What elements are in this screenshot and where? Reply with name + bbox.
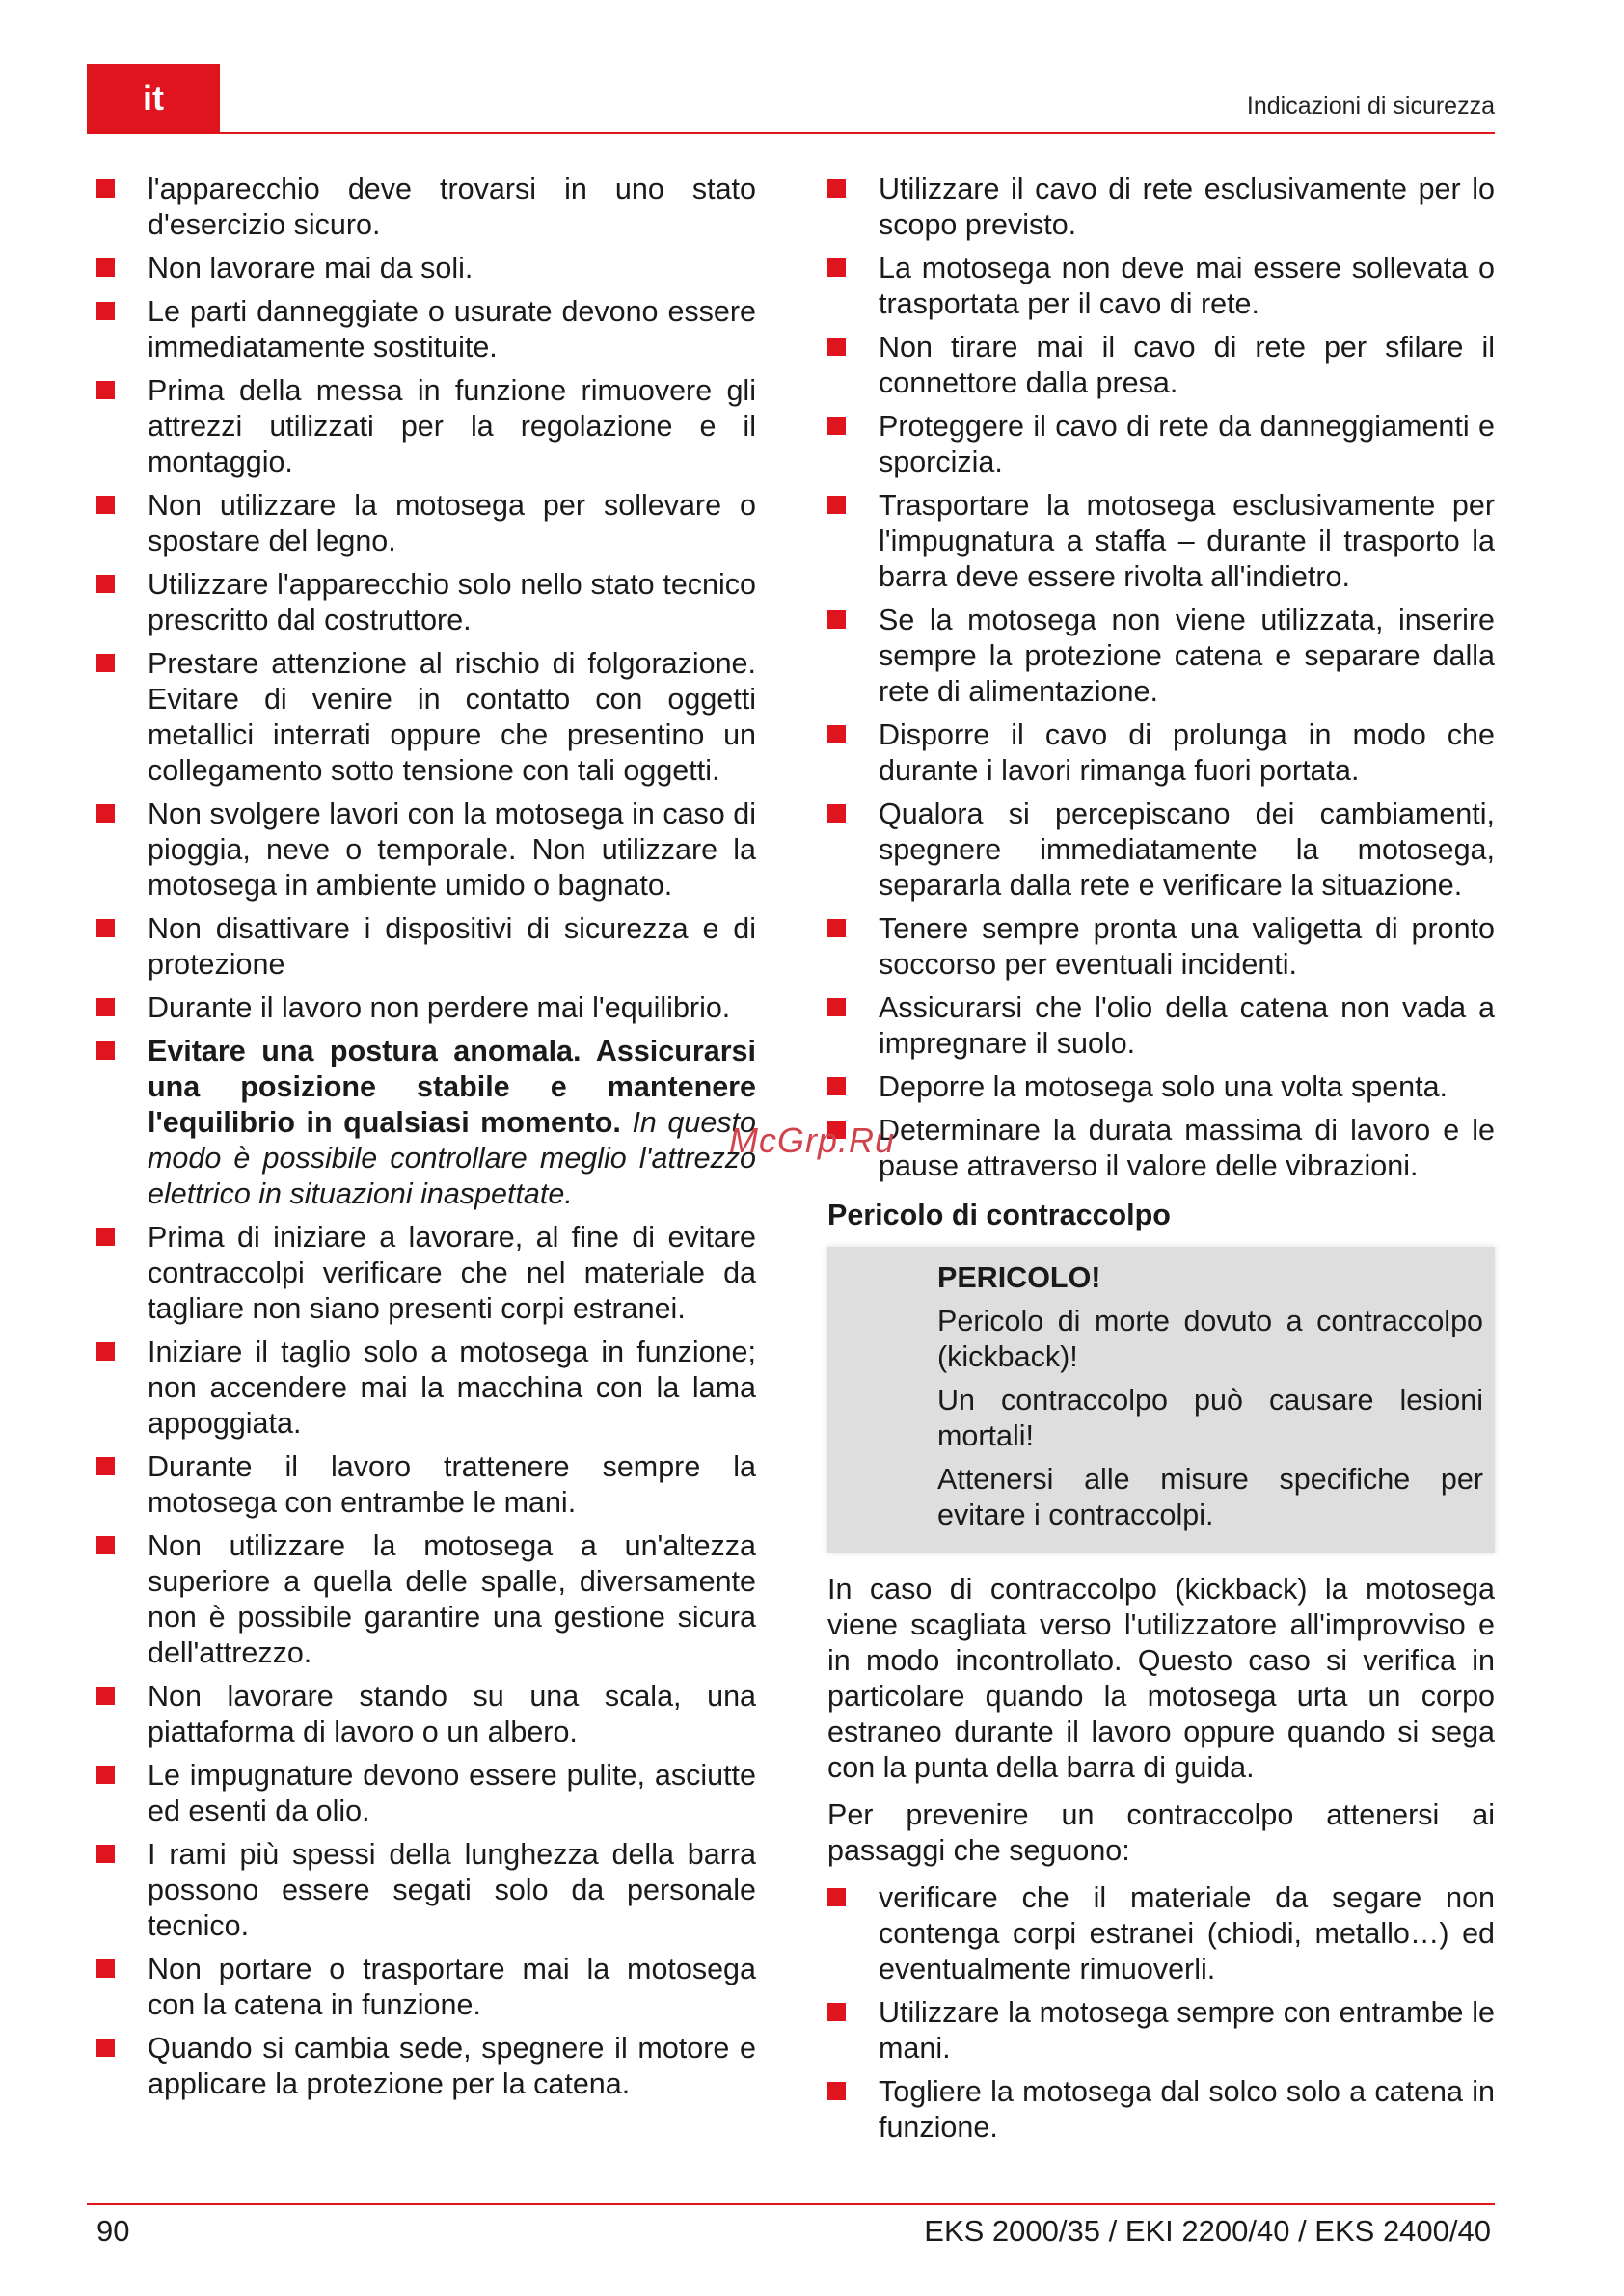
bullet-square-icon	[827, 2082, 846, 2100]
bullet-text: Non lavorare mai da soli.	[148, 252, 474, 284]
bullet-item	[96, 2031, 756, 2102]
bullet-text: Deporre la motosega solo una volta spenta.	[879, 1070, 1448, 1103]
bullet-square-icon	[827, 496, 846, 514]
bullet-text: Non portare o trasportare mai la motosega con la catena in funzione.	[148, 1953, 756, 2021]
bullet-square-icon	[827, 804, 846, 823]
bullet-text: Le impugnature devono essere pulite, asciutte ed esenti da olio.	[148, 1759, 756, 1827]
bullet-item	[96, 1034, 756, 1212]
bullet-item	[827, 251, 1495, 322]
bullet-item	[827, 717, 1495, 789]
bullet-item	[827, 1880, 1495, 1987]
bullet-square-icon	[96, 2039, 115, 2057]
bullet-text: Durante il lavoro non perdere mai l'equilibrio.	[148, 991, 731, 1024]
kickback-description: In caso di contraccolpo (kickback) la motosega viene scagliata verso l'utilizzatore all'improvviso e in modo incontrollato. Questo caso si verifica in particolare quando la motosega urta un corpo estraneo durante il lavoro oppure quando si sega con la punta della barra di guida.	[827, 1573, 1495, 1784]
bullet-square-icon	[827, 1077, 846, 1095]
language-tab: it	[87, 64, 220, 133]
bullet-text: Non tirare mai il cavo di rete per sfilare il connettore dalla presa.	[879, 331, 1495, 399]
bullet-square-icon	[96, 1536, 115, 1554]
bullet-item	[96, 251, 756, 286]
bullet-item	[96, 567, 756, 638]
bullet-square-icon	[96, 1959, 115, 1978]
page-number: 90	[96, 2214, 130, 2248]
bullet-text: La motosega non deve mai essere sollevata o trasportata per il cavo di rete.	[879, 252, 1495, 320]
bullet-square-icon	[96, 496, 115, 514]
bullet-square-icon	[96, 1228, 115, 1246]
bullet-square-icon	[96, 1687, 115, 1705]
danger-line: Pericolo di morte dovuto a contraccolpo (kickback)!	[937, 1305, 1483, 1373]
bullet-square-icon	[827, 417, 846, 435]
danger-line: Un contraccolpo può causare lesioni mortali!	[937, 1384, 1483, 1452]
bullet-text: I rami più spessi della lunghezza della barra possono essere segati solo da personale tecnico.	[148, 1838, 756, 1942]
bullet-item	[96, 1679, 756, 1750]
bullet-square-icon	[96, 575, 115, 593]
bullet-text: Disporre il cavo di prolunga in modo che durante i lavori rimanga fuori portata.	[879, 718, 1495, 787]
bullet-square-icon	[96, 179, 115, 198]
danger-title: PERICOLO!	[937, 1261, 1101, 1294]
bullet-item	[96, 911, 756, 983]
bullet-text: l'apparecchio deve trovarsi in uno stato d'esercizio sicuro.	[148, 173, 756, 241]
section-title: Indicazioni di sicurezza	[1246, 93, 1495, 120]
danger-box	[827, 1247, 1495, 1553]
bullet-square-icon	[96, 804, 115, 823]
bullet-square-icon	[96, 302, 115, 320]
bullet-text: Utilizzare la motosega sempre con entrambe le mani.	[879, 1996, 1495, 2065]
bullet-square-icon	[96, 1342, 115, 1361]
bullet-text: Qualora si percepiscano dei cambiamenti, spegnere immediatamente la motosega, separarla dalla rete e verificare la situazione.	[879, 797, 1495, 902]
bullet-item	[827, 409, 1495, 480]
bullet-item	[827, 330, 1495, 401]
watermark: McGrp.Ru	[729, 1121, 896, 1160]
bullet-text: Utilizzare l'apparecchio solo nello stato tecnico prescritto dal costruttore.	[148, 568, 756, 636]
kickback-heading: Pericolo di contraccolpo	[827, 1199, 1171, 1231]
bullet-text: Prima della messa in funzione rimuovere gli attrezzi utilizzati per la regolazione e il montaggio.	[148, 374, 756, 478]
bullet-square-icon	[827, 998, 846, 1016]
bullet-text: Non disattivare i dispositivi di sicurezza e di protezione	[148, 912, 756, 981]
bullet-item	[96, 294, 756, 365]
bullet-square-icon	[96, 998, 115, 1016]
kickback-prevention-intro: Per prevenire un contraccolpo attenersi ai passaggi che seguono:	[827, 1798, 1495, 1867]
bullet-item	[96, 646, 756, 789]
bullet-text: Durante il lavoro trattenere sempre la motosega con entrambe le mani.	[148, 1450, 756, 1519]
bullet-item	[96, 488, 756, 559]
bullet-text: Prestare attenzione al rischio di folgorazione. Evitare di venire in contatto con oggetti metallici interrati oppure che presentino un collegamento sotto tensione con tali oggetti.	[148, 647, 756, 787]
bullet-text: Non utilizzare la motosega per sollevare o spostare del legno.	[148, 489, 756, 557]
bullet-square-icon	[827, 610, 846, 629]
bullet-item	[96, 1952, 756, 2023]
bullet-text: Determinare la durata massima di lavoro e le pause attraverso il valore delle vibrazioni.	[879, 1114, 1495, 1182]
danger-line: Attenersi alle misure specifiche per evitare i contraccolpi.	[937, 1463, 1483, 1531]
bullet-italic-text: In questo modo è possibile controllare meglio l'attrezzo elettrico in situazioni inaspettate.	[148, 1106, 756, 1210]
bullet-item	[96, 990, 756, 1026]
bullet-text: Togliere la motosega dal solco solo a catena in funzione.	[879, 2075, 1495, 2144]
bullet-item	[827, 1113, 1495, 1184]
footer-rule	[87, 2203, 1495, 2205]
header-rule	[87, 132, 1495, 134]
bullet-square-icon	[96, 258, 115, 277]
bullet-item	[827, 911, 1495, 983]
bullet-text: Non lavorare stando su una scala, una piattaforma di lavoro o un albero.	[148, 1680, 756, 1748]
bullet-square-icon	[827, 1888, 846, 1906]
bullet-text: Non utilizzare la motosega a un'altezza superiore a quella delle spalle, diversamente non è possibile garantire una gestione sicura dell'attrezzo.	[148, 1529, 756, 1669]
bullet-square-icon	[96, 1041, 115, 1060]
kickback-bullet-list	[827, 1880, 1495, 2146]
bullet-square-icon	[827, 919, 846, 937]
right-bullet-list	[827, 172, 1495, 1184]
bullet-text: Quando si cambia sede, spegnere il motore e applicare la protezione per la catena.	[148, 2032, 756, 2100]
bullet-text: Tenere sempre pronta una valigetta di pronto soccorso per eventuali incidenti.	[879, 912, 1495, 981]
bullet-square-icon	[96, 1845, 115, 1863]
bullet-item	[827, 603, 1495, 710]
bullet-text: Utilizzare il cavo di rete esclusivamente per lo scopo previsto.	[879, 173, 1495, 241]
bullet-item	[827, 797, 1495, 904]
bullet-square-icon	[827, 725, 846, 743]
bullet-item	[827, 172, 1495, 243]
bullet-square-icon	[96, 381, 115, 399]
bullet-square-icon	[827, 179, 846, 198]
bullet-item	[96, 1220, 756, 1327]
bullet-square-icon	[96, 919, 115, 937]
bullet-text: Prima di iniziare a lavorare, al fine di evitare contraccolpi verificare che nel materiale da tagliare non siano presenti corpi estranei.	[148, 1221, 756, 1325]
bullet-text: Se la motosega non viene utilizzata, inserire sempre la protezione catena e separare dalla rete di alimentazione.	[879, 604, 1495, 708]
bullet-square-icon	[96, 1766, 115, 1784]
bullet-item	[96, 373, 756, 480]
bullet-text: Non svolgere lavori con la motosega in caso di pioggia, neve o temporale. Non utilizzare la motosega in ambiente umido o bagnato.	[148, 797, 756, 902]
bullet-item	[96, 172, 756, 243]
bullet-text: Proteggere il cavo di rete da danneggiamenti e sporcizia.	[879, 410, 1495, 478]
bullet-text: Trasportare la motosega esclusivamente per l'impugnatura a staffa – durante il trasporto la barra deve essere rivolta all'indietro.	[879, 489, 1495, 593]
bullet-item	[827, 1069, 1495, 1105]
bullet-square-icon	[827, 2003, 846, 2021]
bullet-item	[96, 1758, 756, 1829]
model-label: EKS 2000/35 / EKI 2200/40 / EKS 2400/40	[924, 2214, 1491, 2248]
bullet-item	[827, 2074, 1495, 2146]
bullet-item	[96, 1837, 756, 1944]
bullet-item	[827, 1995, 1495, 2066]
bullet-item	[96, 1335, 756, 1442]
bullet-text: Le parti danneggiate o usurate devono essere immediatamente sostituite.	[148, 295, 756, 364]
bullet-item	[827, 488, 1495, 595]
bullet-text: Assicurarsi che l'olio della catena non vada a impregnare il suolo.	[879, 991, 1495, 1060]
right-column	[827, 172, 1495, 2153]
bullet-text: verificare che il materiale da segare non contenga corpi estranei (chiodi, metallo…) ed eventualmente rimuoverli.	[879, 1881, 1495, 1985]
bullet-square-icon	[827, 338, 846, 356]
bullet-square-icon	[96, 654, 115, 672]
bullet-item	[96, 1449, 756, 1521]
bullet-square-icon	[827, 258, 846, 277]
bullet-item	[827, 990, 1495, 1062]
bullet-item	[96, 797, 756, 904]
left-bullet-list	[96, 172, 756, 2102]
bullet-item	[96, 1528, 756, 1671]
left-column	[96, 172, 756, 2110]
bullet-text: Iniziare il taglio solo a motosega in funzione; non accendere mai la macchina con la lama appoggiata.	[148, 1336, 756, 1440]
bullet-bold-text: Evitare una postura anomala. Assicurarsi una posizione stabile e mantenere l'equilibrio in qualsiasi momento.	[148, 1035, 756, 1139]
bullet-square-icon	[96, 1457, 115, 1475]
